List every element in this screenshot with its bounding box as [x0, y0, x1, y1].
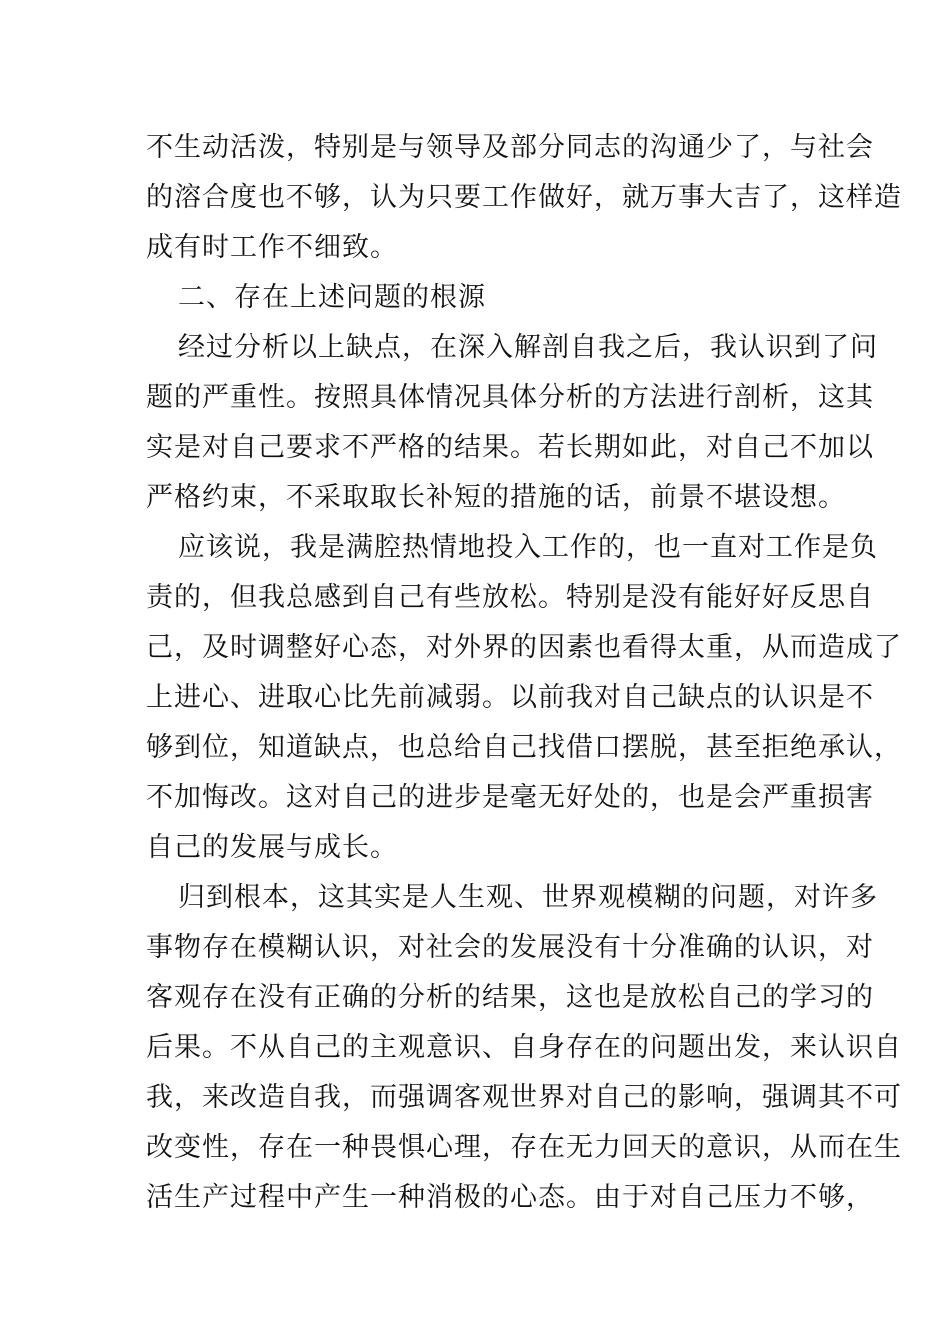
- text-line: 实是对自己要求不严格的结果。若长期如此，对自己不加以: [146, 432, 874, 463]
- text-line: 己，及时调整好心态，对外界的因素也看得太重，从而造成了: [146, 632, 902, 663]
- text-line: 我，来改造自我，而强调客观世界对自己的影响，强调其不可: [146, 1082, 902, 1113]
- text-line: 不加悔改。这对自己的进步是毫无好处的，也是会严重损害: [146, 782, 874, 813]
- text-line: 事物存在模糊认识，对社会的发展没有十分准确的认识，对: [146, 932, 874, 963]
- text-line: 归到根本，这其实是人生观、世界观模糊的问题，对许多: [178, 882, 878, 913]
- text-line: 经过分析以上缺点，在深入解剖自我之后，我认识到了问: [178, 332, 878, 363]
- text-line: 后果。不从自己的主观意识、自身存在的问题出发，来认识自: [146, 1032, 902, 1063]
- text-line: 客观存在没有正确的分析的结果，这也是放松自己的学习的: [146, 982, 874, 1013]
- text-line: 改变性，存在一种畏惧心理，存在无力回天的意识，从而在生: [146, 1132, 902, 1163]
- section-heading: 二、存在上述问题的根源: [178, 282, 486, 313]
- text-line: 上进心、进取心比先前减弱。以前我对自己缺点的认识是不: [146, 682, 874, 713]
- text-line: 应该说，我是满腔热情地投入工作的，也一直对工作是负: [178, 532, 878, 563]
- text-line: 活生产过程中产生一种消极的心态。由于对自己压力不够，: [146, 1182, 874, 1213]
- text-line: 严格约束，不采取取长补短的措施的话，前景不堪设想。: [146, 482, 846, 513]
- text-line: 成有时工作不细致。: [146, 232, 398, 263]
- text-line: 不生动活泼，特别是与领导及部分同志的沟通少了，与社会: [146, 132, 874, 163]
- text-line: 够到位，知道缺点，也总给自己找借口摆脱，甚至拒绝承认，: [146, 732, 902, 763]
- text-line: 题的严重性。按照具体情况具体分析的方法进行剖析，这其: [146, 382, 874, 413]
- text-line: 的溶合度也不够，认为只要工作做好，就万事大吉了，这样造: [146, 182, 902, 213]
- text-line: 自己的发展与成长。: [146, 832, 398, 863]
- text-line: 责的，但我总感到自己有些放松。特别是没有能好好反思自: [146, 582, 874, 613]
